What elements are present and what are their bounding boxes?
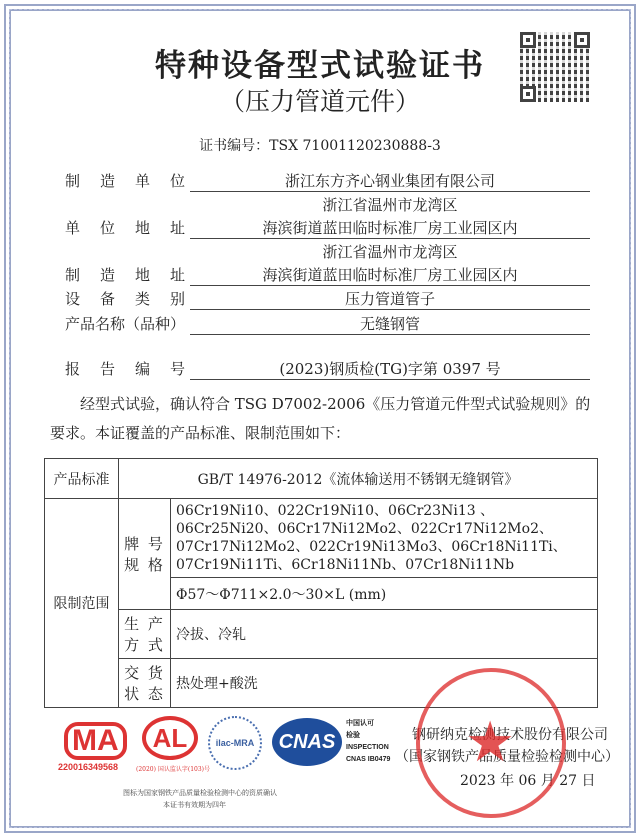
field-value: 压力管道管子 (190, 288, 590, 310)
field-product-name (65, 313, 595, 359)
issue-date: 2023 年 06 月 27 日 (460, 773, 596, 789)
field-value: (2023)钢质检(TG)字第 0397 号 (190, 358, 590, 380)
std-label: 产品标准 (45, 459, 119, 499)
certificate-number: 证书编号：TSX 71001120230888-3 (199, 138, 441, 154)
spec-value: Φ57～Φ711×2.0～30×L (mm) (171, 578, 598, 610)
cma-logo: MA (64, 722, 127, 760)
certificate-title: 特种设备型式试验证书 (155, 48, 485, 84)
scope-table (44, 458, 598, 708)
conformity-statement: 经型式试验，确认符合 TSG D7002-2006《压力管道元件型式试验规则》的要求。本证覆盖的产品标准、限制范围如下： (50, 395, 591, 442)
field-label: 制造地址 (65, 266, 185, 284)
delivery-label: 交 货 状 态 (119, 659, 171, 708)
ilac-mra-logo: ilac-MRA (208, 716, 262, 770)
field-label: 单位地址 (65, 219, 185, 237)
cnas-logo: CNAS (272, 718, 342, 766)
cnas-text-line: INSPECTION (346, 744, 389, 751)
field-value-line1: 浙江省温州市龙湾区 (322, 243, 458, 261)
issuer-name: 钢研纳克检测技术股份有限公司 (412, 727, 608, 743)
field-label: 产品名称（品种） (65, 315, 186, 333)
field-address (65, 194, 595, 240)
production-label: 生 产 方 式 (119, 610, 171, 659)
grades-value: 06Cr19Ni10、022Cr19Ni10、06Cr23Ni13 、06Cr25Ni20、06Cr17Ni12Mo2、022Cr17Ni12Mo2、07Cr17Ni12Mo2、022Cr19Ni13Mo3、06Cr18Ni11Ti、07Cr19Ni11Ti、6Cr18Ni11Nb、07Cr18Ni11Nb (171, 499, 598, 578)
qr-code-icon (520, 32, 590, 102)
production-value: 冷拔、冷轧 (171, 610, 598, 659)
cnas-text (346, 718, 390, 766)
certificate-subtitle: （压力管道元件） (219, 87, 420, 116)
field-value: 浙江东方齐心钢业集团有限公司 (190, 170, 590, 192)
field-value: 海滨街道蓝田临时标准厂房工业园区内 (190, 217, 590, 239)
cnas-text-line: 中国认可 (346, 720, 374, 727)
cal-logo: AL (142, 716, 198, 760)
issuer-center: （国家钢铁产品质量检验检测中心） (395, 749, 619, 765)
field-value: 海滨街道蓝田临时标准厂房工业园区内 (190, 264, 590, 286)
cnas-text-line: CNAS IB0479 (346, 756, 391, 763)
field-manufacture-address (65, 241, 595, 287)
field-label: 报告编号 (65, 360, 185, 378)
delivery-value: 热处理+酸洗 (171, 659, 598, 708)
cnas-text-line: 检验 (346, 732, 360, 739)
cal-number: (2020) 国认监认字(103)号 (136, 766, 210, 773)
validity-note: 本证书有效期为四年 (163, 801, 226, 809)
field-label: 制造单位 (65, 172, 185, 190)
scope-label: 限制范围 (45, 499, 119, 708)
logo-note: 图标为国家钢铁产品质量检验检测中心的资质确认 (123, 789, 277, 797)
std-value: GB/T 14976-2012《流体输送用不锈钢无缝钢管》 (119, 459, 598, 499)
field-label: 设备类别 (65, 290, 185, 308)
field-value-line1: 浙江省温州市龙湾区 (322, 196, 458, 214)
cma-number: 220016349568 (58, 762, 119, 772)
grade-label: 牌 号 规 格 (119, 499, 171, 610)
official-seal (416, 668, 566, 818)
field-value: 无缝钢管 (190, 313, 590, 335)
